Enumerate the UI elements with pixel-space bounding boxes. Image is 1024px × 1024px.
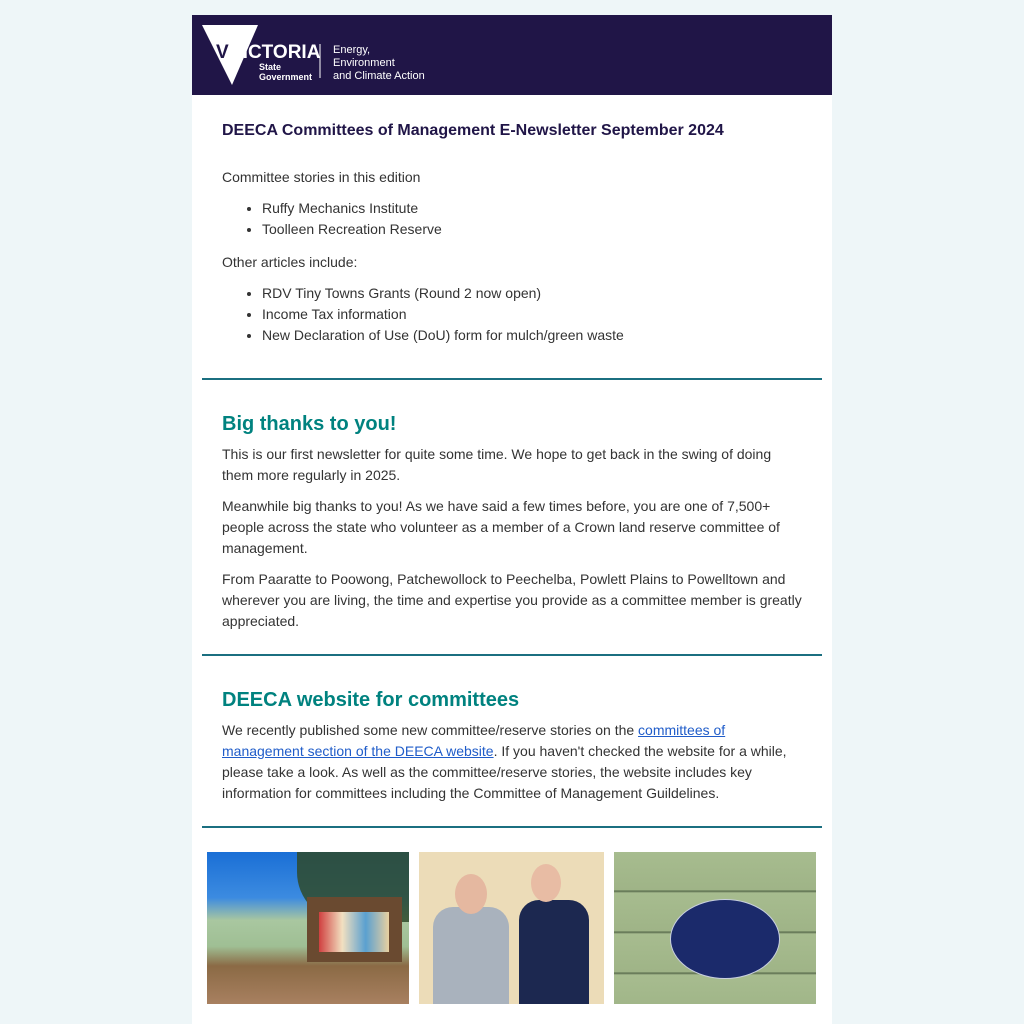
svg-text:VICTORIA: VICTORIA bbox=[230, 42, 321, 63]
other-label: Other articles include: bbox=[222, 254, 358, 270]
stories-list bbox=[222, 198, 802, 240]
list-item: • Income Tax information bbox=[262, 304, 802, 325]
victoria-government-logo bbox=[202, 25, 442, 87]
two-volunteers-photo bbox=[419, 852, 604, 1004]
svg-text:Government: Government bbox=[259, 72, 313, 82]
list-item: • Ruffy Mechanics Institute bbox=[262, 198, 802, 219]
svg-text:Environment: Environment bbox=[333, 57, 395, 69]
svg-text:V: V bbox=[216, 42, 229, 63]
svg-text:Energy,: Energy, bbox=[333, 44, 371, 56]
thanks-heading: Big thanks to you! bbox=[222, 413, 397, 435]
photo-gallery bbox=[207, 852, 817, 1004]
thanks-paragraph: From Paaratte to Poowong, Patchewollock to Peechelba, Powlett Plains to Powelltown and wherever you are living, the time and expertise you provide as a committee member is greatly appreciated. bbox=[222, 571, 802, 629]
plaque-photo bbox=[614, 852, 816, 1004]
header-banner bbox=[192, 15, 832, 95]
committees-website-link[interactable]: committees of management section of the DEECA website bbox=[222, 722, 726, 759]
divider bbox=[202, 826, 822, 828]
thanks-paragraph: This is our first newsletter for quite some time. We hope to get back in the swing of doing them more regularly in 2025. bbox=[222, 446, 772, 483]
svg-text:State: State bbox=[259, 62, 282, 72]
thanks-paragraph: Meanwhile big thanks to you! As we have said a few times before, you are one of 7,500+ people across the state who volunteer as a member of a Crown land reserve committee of management. bbox=[222, 498, 780, 556]
newsletter bbox=[192, 15, 832, 1024]
stories-label: Committee stories in this edition bbox=[222, 169, 421, 185]
hall-exterior-photo bbox=[207, 852, 409, 1004]
list-item: • RDV Tiny Towns Grants (Round 2 now open) bbox=[262, 283, 802, 304]
website-heading: DEECA website for committees bbox=[222, 689, 520, 711]
list-item: • New Declaration of Use (DoU) form for mulch/green waste bbox=[262, 325, 802, 346]
other-list bbox=[222, 283, 802, 346]
website-paragraph: We recently published some new committee/reserve stories on the committees of management section of the DEECA website. If you haven't checked the website for a while, please take a look. As well as the committee/reserve stories, the website includes key information for committees including the Committee of Management Guildelines. bbox=[222, 722, 787, 801]
svg-text:and Climate Action: and Climate Action bbox=[333, 70, 425, 82]
newsletter-title: DEECA Committees of Management E-Newsletter September 2024 bbox=[222, 122, 724, 139]
list-item: • Toolleen Recreation Reserve bbox=[262, 219, 802, 240]
